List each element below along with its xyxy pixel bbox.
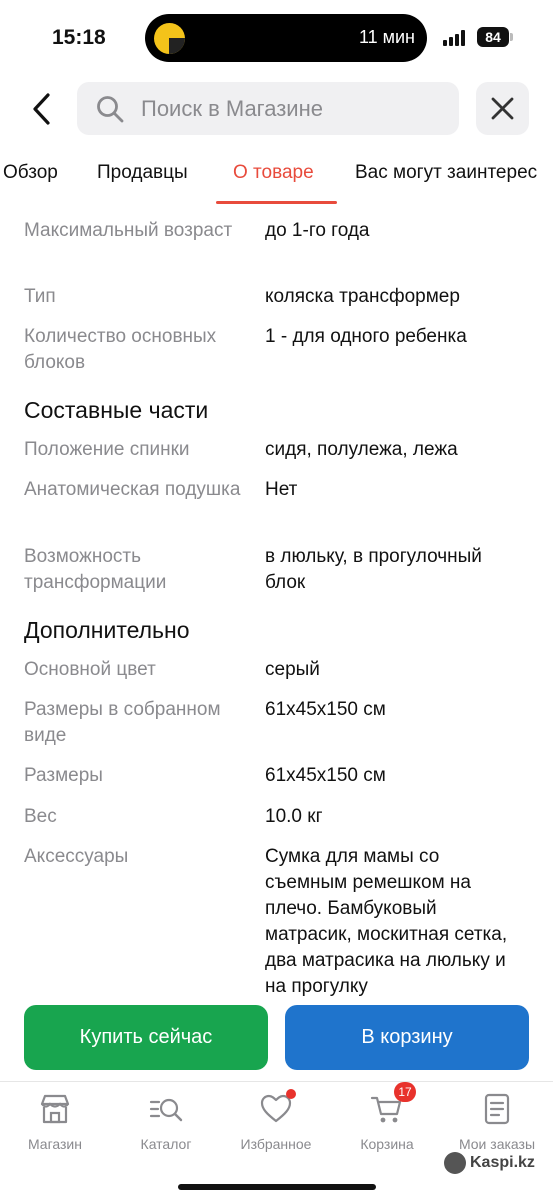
nav-label: Магазин	[27, 1136, 82, 1152]
spec-label: Аксессуары	[24, 846, 129, 867]
nav-item-favorites[interactable]	[226, 1092, 326, 1152]
spec-label: Количество основных блоков	[24, 326, 217, 373]
nav-item-catalog[interactable]	[116, 1092, 216, 1152]
search-bar[interactable]	[77, 82, 459, 135]
dynamic-island[interactable]	[145, 14, 427, 62]
orders-icon	[480, 1092, 514, 1126]
search-icon	[95, 94, 125, 124]
nav-label: Мои заказы	[458, 1136, 536, 1152]
spec-value: до 1-го года	[265, 220, 370, 241]
spec-label: Основной цвет	[24, 659, 156, 680]
spec-value: 61x45x150 см	[265, 699, 386, 720]
heart-icon-wrap	[259, 1092, 293, 1126]
section-title-components: Составные части	[24, 397, 209, 423]
bottom-navigation	[0, 1081, 553, 1200]
tab-recommendations[interactable]: Вас могут заинтерес	[355, 162, 538, 183]
specs-list[interactable]	[0, 210, 553, 1000]
cart-icon-wrap	[370, 1085, 412, 1126]
search-input[interactable]	[141, 82, 441, 135]
spec-value: Нет	[265, 479, 298, 500]
spec-value: в люльку, в прогулочный блок	[265, 546, 482, 593]
close-button[interactable]	[476, 82, 529, 135]
catalog-search-icon	[149, 1092, 183, 1126]
favorites-dot	[286, 1089, 296, 1099]
spec-value: Сумка для мамы со съемным ремешком на плечо. Бамбуковый матрасик, москитная сетка, два матрасика на люльку и на прогулку	[265, 846, 508, 997]
watermark-text: Kaspi.kz	[470, 1154, 535, 1171]
spec-value: 61x45x150 см	[265, 765, 386, 786]
nav-label: Каталог	[140, 1136, 192, 1152]
spec-value: сидя, полулежа, лежа	[265, 439, 458, 460]
home-indicator[interactable]	[178, 1184, 376, 1190]
spec-label: Размеры в собранном виде	[24, 699, 221, 746]
spec-label: Анатомическая подушка	[24, 479, 241, 500]
tab-about-product[interactable]: О товаре	[233, 162, 314, 183]
active-tab-indicator	[216, 201, 337, 204]
tab-overview[interactable]: Обзор	[3, 162, 58, 183]
spec-value: серый	[265, 659, 320, 680]
nav-label: Избранное	[240, 1136, 312, 1152]
spec-value: коляска трансформер	[265, 286, 460, 307]
spec-label: Размеры	[24, 765, 103, 786]
cart-badge: 17	[394, 1082, 416, 1102]
status-bar	[0, 0, 553, 76]
spec-label: Вес	[24, 806, 57, 827]
chevron-left-icon	[22, 88, 62, 130]
buy-now-button[interactable]: Купить сейчас	[24, 1005, 268, 1070]
close-icon	[490, 96, 515, 121]
spec-value: 1 - для одного ребенка	[265, 326, 467, 347]
status-time: 15:18	[52, 26, 106, 49]
island-timer: 11 мин	[358, 27, 415, 47]
nav-item-store[interactable]	[5, 1092, 105, 1152]
section-title-additional: Дополнительно	[24, 617, 190, 643]
tab-sellers[interactable]: Продавцы	[97, 162, 188, 183]
signal-icon	[443, 30, 469, 46]
battery-icon: 84	[477, 27, 509, 47]
spec-label: Максимальный возраст	[24, 220, 233, 241]
store-icon	[38, 1092, 72, 1126]
battery-tip	[510, 33, 513, 41]
spec-label: Тип	[24, 286, 56, 307]
nav-item-cart[interactable]	[337, 1085, 437, 1152]
spec-label: Положение спинки	[24, 439, 190, 460]
nav-label: Корзина	[360, 1136, 414, 1152]
spec-label: Возможность трансформации	[24, 546, 167, 593]
taxi-app-icon	[154, 23, 185, 54]
kaspi-logo-icon	[444, 1152, 466, 1174]
add-to-cart-button[interactable]: В корзину	[285, 1005, 529, 1070]
spec-value: 10.0 кг	[265, 806, 323, 827]
nav-item-orders[interactable]	[447, 1092, 547, 1152]
tab-bar	[0, 150, 553, 206]
back-button[interactable]	[22, 88, 62, 130]
